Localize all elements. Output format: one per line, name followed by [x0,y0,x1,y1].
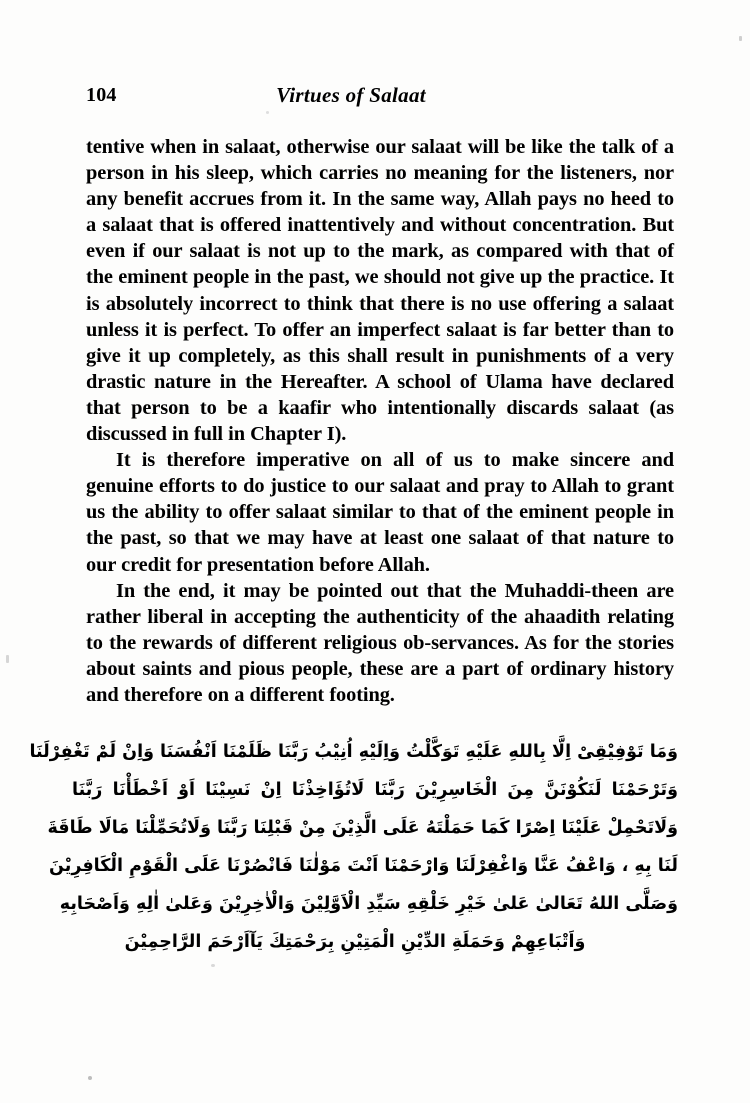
arabic-line: وَتَرْحَمْنَا لَنَكُوْنَنَّ مِنَ الْخَاسِرِيْنَ رَبَّنَا لَاتُؤَاخِذْنَا اِنْ نَسِيْنَا اَوْ اَخْطَأْنَا رَبَّنَا [72,780,678,800]
scan-speck [211,964,215,967]
running-head [86,82,676,110]
arabic-line: وَصَلَّى اللهُ تَعَالىٰ عَلىٰ خَيْرِ خَلْقِهِ سَيِّدِ الْاَوَّلِيْنَ وَالْاٰخِرِيْنَ وَعَلىٰ اٰلِهِ وَاَصْحَابِهِ [59,894,678,914]
scan-speck [739,36,742,41]
scan-speck [88,1076,92,1080]
arabic-line: وَلَاتَحْمِلْ عَلَيْنَا اِصْرًا كَمَا حَمَلْتَهُ عَلَى الَّذِيْنَ مِنْ قَبْلِنَا رَبَّنَا وَلَاتُحَمِّلْنَا مَالَا طَاقَةَ [47,818,678,838]
book-title: Virtues of Salaat [276,83,426,107]
scan-speck [6,655,9,663]
paragraph-continued: tentive when in salaat, otherwise our salaat will be like the talk of a person in his sleep, which carries no meaning for the listeners, nor any benefit accrues from it. In the same way, Allah pays no heed to a salaat that is offered inattentively and without concentration. But even if our salaat is not up to the mark, as compared with that of the eminent people in the past, we should not give up the practice. It is absolutely incorrect to think that there is no use offering a salaat unless it is perfect. To offer an imperfect salaat is far better than to give it up completely, as this shall result in punishments of a very drastic nature in the Hereafter. A school of Ulama have declared that person to be a kaafir who intentionally discards salaat (as discussed in full in Chapter I). [86,136,674,446]
body-text [86,134,674,708]
scan-speck [266,111,269,114]
paragraph-imperative: It is therefore imperative on all of us to make sincere and genuine efforts to do justice to our salaat and pray to Allah to grant us the ability to offer salaat similar to that of the eminent people in the past, so that we may have at least one salaat of that nature to our credit for presentation before Allah. [86,449,674,576]
paragraph-in-the-end: In the end, it may be pointed out that the Muhaddi-theen are rather liberal in accepting the authenticity of the ahaadith relating to the rewards of different religious ob-servances. As for the stories about saints and pious people, these are a part of ordinary history and therefore on a different footing. [86,579,674,706]
arabic-line: وَاَتْبَاعِهِمْ وَحَمَلَةِ الدِّيْنِ الْمَتِيْنِ بِرَحْمَتِكَ يَآاَرْحَمَ الرَّاحِمِيْنَ [124,932,586,952]
arabic-line: وَمَا تَوْفِيْقِىْ اِلَّا بِاللهِ عَلَيْهِ تَوَكَّلْتُ وَاِلَيْهِ اُنِيْبُ رَبَّنَا ظَلَمْنَا اَنْفُسَنَا وَاِنْ لَمْ تَغْفِرْلَنَا [29,742,678,762]
arabic-line: لَنَا بِهِ ، وَاعْفُ عَنَّا وَاغْفِرْلَنَا وَارْحَمْنَا اَنْتَ مَوْلٰنَا فَانْصُرْنَا عَلَى الْقَوْمِ الْكَافِرِيْنَ [49,856,678,876]
arabic-dua-block [29,733,678,961]
page-number: 104 [86,84,117,106]
